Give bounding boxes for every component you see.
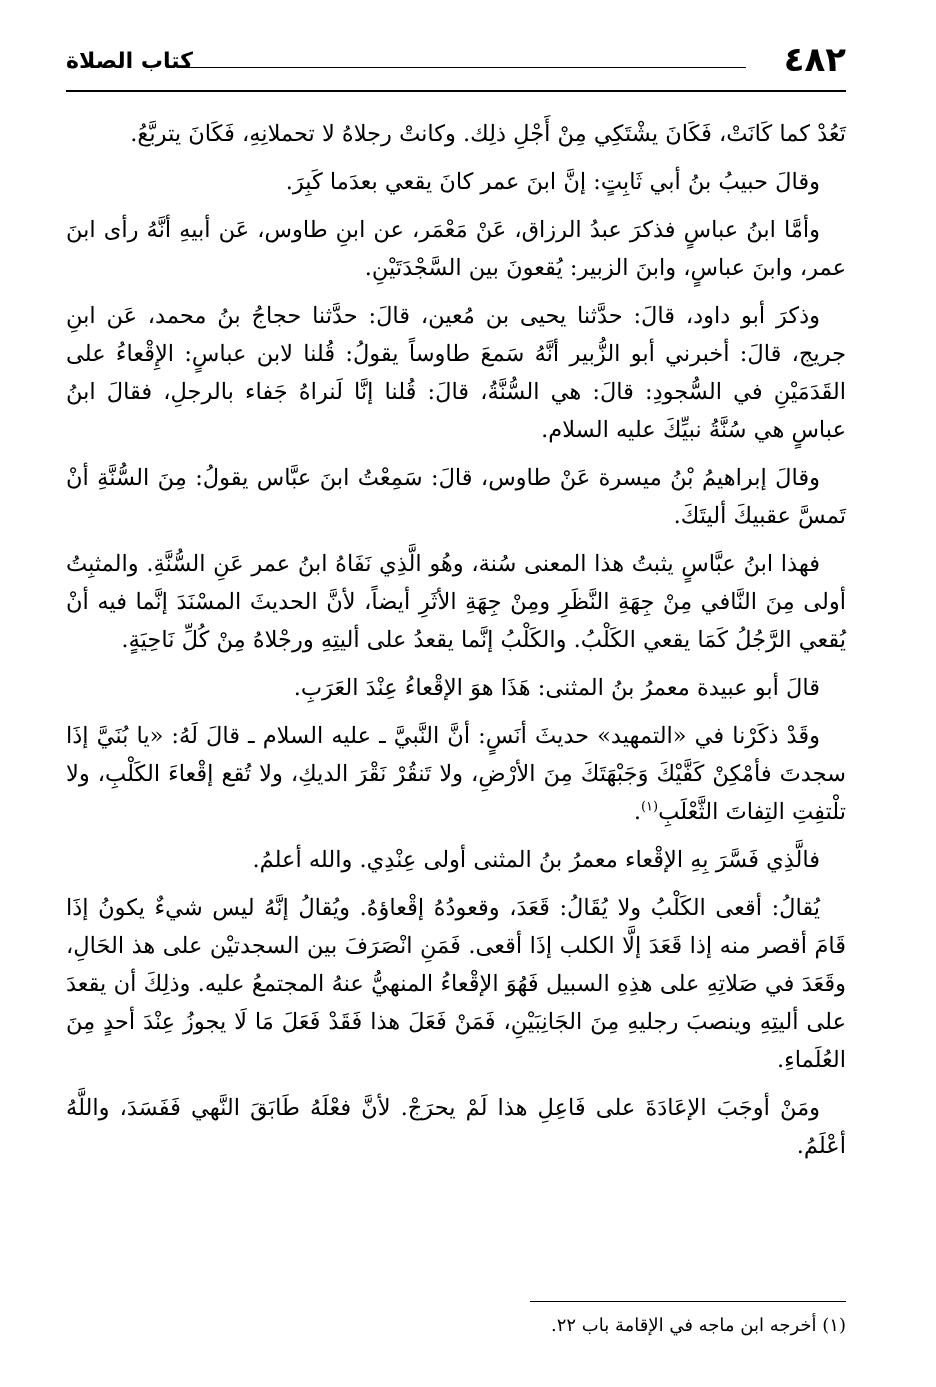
page-header bbox=[66, 38, 846, 92]
paragraph: يُقالُ: أقعى الكَلْبُ ولا يُقَالُ: قَعَدَ، وقعودُهُ إقْعاؤهُ. ويُقالُ إنَّهُ ليس شيءٌ يكونُ إذَا قَامَ أقصر منه إذا قَعَدَ إلَّا الكلب إذَا أقعى. فَمَنِ انْصَرَفَ بين السجدتيْن على هذ الحَالِ، وقَعَدَ في صَلاتِهِ على هذِهِ السبيل فَهُوَ الإقْعاءُ المنهيُّ عنهُ المجتمعُ عليه. وذلِكَ أن يقعدَ على أليتِهِ وينصبَ رجليهِ مِنَ الجَانِبَيْنِ، فَمَنْ فَعَلَ هذا فَقَدْ فَعَلَ مَا لَا يجوزُ عِنْدَ أحدٍ مِنَ العُلَماءِ. bbox=[66, 895, 846, 1073]
paragraph: قالَ أبو عبيدة معمرُ بنُ المثنى: هَذَا هوَ الإقْعاءُ عِنْدَ العَرَبِ. bbox=[293, 675, 820, 701]
body-text bbox=[66, 115, 846, 1175]
paragraph: فالَّذِي فَسَّرَ بِهِ الإقْعاء معمرُ بنُ المثنى أولى عِنْدِي. والله أعلمُ. bbox=[252, 847, 820, 873]
paragraph: وذكرَ أبو داود، قالَ: حدَّثنا يحيى بن مُعين، قالَ: حدَّثنا حجاجُ بنُ محمد، عَن ابنِ جريج، قالَ: أخبرني أبو الزُّبير أنَّهُ سَمعَ طاوساً يقولُ: قُلنا لابن عباسٍ: الإِقْعاءُ على القَدَمَيْنِ في السُّجودِ: قالَ: هي السُّنَّةُ، قالَ: قُلنا إنَّا لَنراهُ جَفاء بالرجلِ، فقالَ ابنُ عباسٍ هي سُنَّةُ نبيِّكَ عليه السلام. bbox=[66, 303, 846, 443]
footnote: (١) أخرجه ابن ماجه في الإقامة باب ٢٢. bbox=[550, 1315, 846, 1336]
paragraph: وقالَ حبيبُ بنُ أبي ثَابِتٍ: إنَّ ابنَ عمر كانَ يقعي بعدَما كَبِرَ. bbox=[285, 169, 820, 195]
book-title: كتاب الصلاة bbox=[66, 49, 193, 74]
paragraph: ومَنْ أوجَبَ الإعَادَةَ على فَاعِلِ هذا لَمْ يحرَجْ. لأنَّ فعْلَهُ طَابَقَ النَّهي فَفَسَدَ، واللَّهُ أعْلَمُ. bbox=[66, 1095, 846, 1159]
paragraph-text: وقَدْ ذكَرْنا في «التمهيد» حديثَ أنَسٍ: أنَّ النَّبيَّ ـ عليه السلام ـ قالَ لَهُ: «يا بُنَيَّ إذَا سجدتَ فأمْكِنْ كَفَّيْكَ وَجَبْهَتَكَ مِنَ الأرْضِ، ولا تَنقُرْ نَقْرَ الديكِ، ولا تُقع إقْعاءَ الكَلْبِ، ولا تلْتفِتِ التِفاتَ الثَّعْلَبِ bbox=[66, 723, 846, 825]
footnote-rule bbox=[530, 1301, 846, 1302]
paragraph-with-footnote bbox=[66, 717, 846, 831]
page-number: ٤٨٢ bbox=[783, 40, 846, 80]
header-rule bbox=[184, 67, 746, 68]
paragraph: فهذا ابنُ عبَّاسٍ يثبتُ هذا المعنى سُنة، وهُو الَّذِي نَفَاهُ ابنُ عمر عَنِ السُّنَّةِ. والمثبِتُ أولى مِنَ النَّافي مِنْ جِهَةِ النَّظَرِ ومِنْ جِهَةِ الأثَرِ أيضاً، لأنَّ الحديثَ المسْنَدَ إنَّما فيه أنْ يُقعي الرَّجُلُ كَمَا يقعي الكَلْبُ. والكَلْبُ إنَّما يقعدُ على أليتِهِ ورجْلاهُ مِنْ كُلِّ نَاحِيَةٍ. bbox=[66, 551, 846, 653]
paragraph: تَعُدْ كما كَانَتْ، فَكَانَ يشْتَكِي مِنْ أَجْلِ ذلِك. وكانتْ رجلاهُ لا تحملانِهِ، فَكَانَ يتربَّعُ. bbox=[130, 121, 846, 147]
footnote-marker: (١) bbox=[640, 799, 659, 815]
paragraph-end: . bbox=[633, 799, 641, 825]
paragraph: وأمَّا ابنُ عباسٍ فذكرَ عبدُ الرزاق، عَنْ مَعْمَر، عن ابنِ طاوس، عَن أبيهِ أنَّهُ رأى ابنَ عمر، وابنَ عباسٍ، وابنَ الزبير: يُقعونَ بين السَّجْدَتَيْنِ. bbox=[66, 217, 846, 281]
paragraph: وقالَ إبراهيمُ بْنُ ميسرة عَنْ طاوس، قالَ: سَمِعْتُ ابنَ عبَّاس يقولُ: مِنَ السُّنَّةِ أنْ تَمسَّ عقبيكَ أليتَكَ. bbox=[66, 465, 846, 529]
